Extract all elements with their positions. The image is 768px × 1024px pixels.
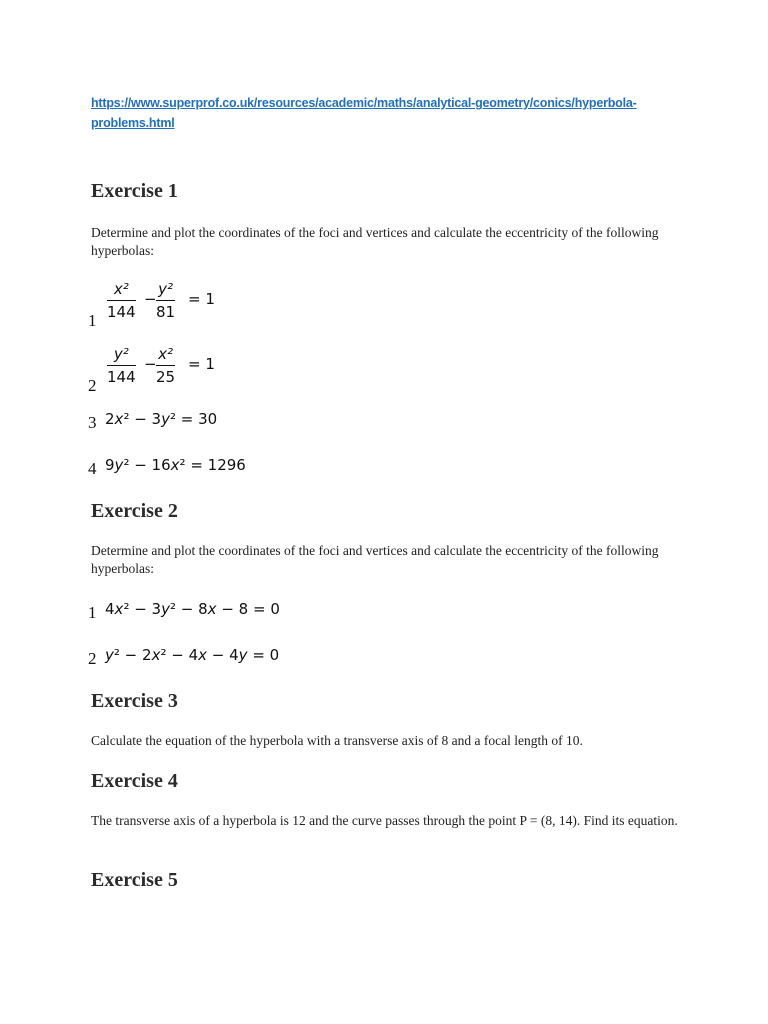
exercise-2-heading: Exercise 2 <box>91 500 178 522</box>
exercise-1-text: Determine and plot the coordinates of the foci and vertices and calculate the eccentricity of the following hyperbolas: <box>91 225 659 258</box>
equation-number: 2 <box>88 376 97 395</box>
source-link[interactable]: https://www.superprof.co.uk/resources/academic/maths/analytical-geometry/conics/hyperbola-problems.html <box>91 96 637 130</box>
equation-number: 2 <box>88 649 97 668</box>
equation-expression: 4x² − 3y² − 8x − 8 = 0 <box>105 600 280 618</box>
equation-number: 1 <box>88 603 97 622</box>
exercise-5-heading: Exercise 5 <box>91 869 178 891</box>
exercise-3-heading: Exercise 3 <box>91 690 178 712</box>
equation-expression: 9y² − 16x² = 1296 <box>105 456 246 474</box>
fraction-2: y² 81 <box>156 280 176 321</box>
fraction-2: x² 25 <box>156 345 176 386</box>
exercise-2-text: Determine and plot the coordinates of the foci and vertices and calculate the eccentricity of the following hyperbolas: <box>91 543 659 576</box>
exercise-1-equation-1: 1 x² 144 − y² 81 = 1 <box>88 280 215 330</box>
exercise-1-equation-2: 2 y² 144 − x² 25 = 1 <box>88 345 215 395</box>
exercise-4-text: The transverse axis of a hyperbola is 12 and the curve passes through the point P = (8, 14). Find its equation. <box>91 813 678 828</box>
fraction-1: x² 144 <box>107 280 136 321</box>
exercise-1-heading: Exercise 1 <box>91 180 178 202</box>
exercise-4-heading: Exercise 4 <box>91 770 178 792</box>
fraction-1: y² 144 <box>107 345 136 386</box>
equation-number: 1 <box>88 311 97 330</box>
exercise-1-equation-4 <box>88 428 488 478</box>
exercise-3-text: Calculate the equation of the hyperbola with a transverse axis of 8 and a focal length of 10. <box>91 733 583 748</box>
exercise-1-equation-3 <box>88 382 488 432</box>
equation-expression: 2x² − 3y² = 30 <box>105 410 218 428</box>
exercise-2-equation-1 <box>88 572 488 622</box>
equation-number: 3 <box>88 413 97 432</box>
equation-expression: y² − 2x² − 4x − 4y = 0 <box>105 646 280 664</box>
equation-number: 4 <box>88 459 97 478</box>
exercise-2-equation-2 <box>88 618 488 668</box>
